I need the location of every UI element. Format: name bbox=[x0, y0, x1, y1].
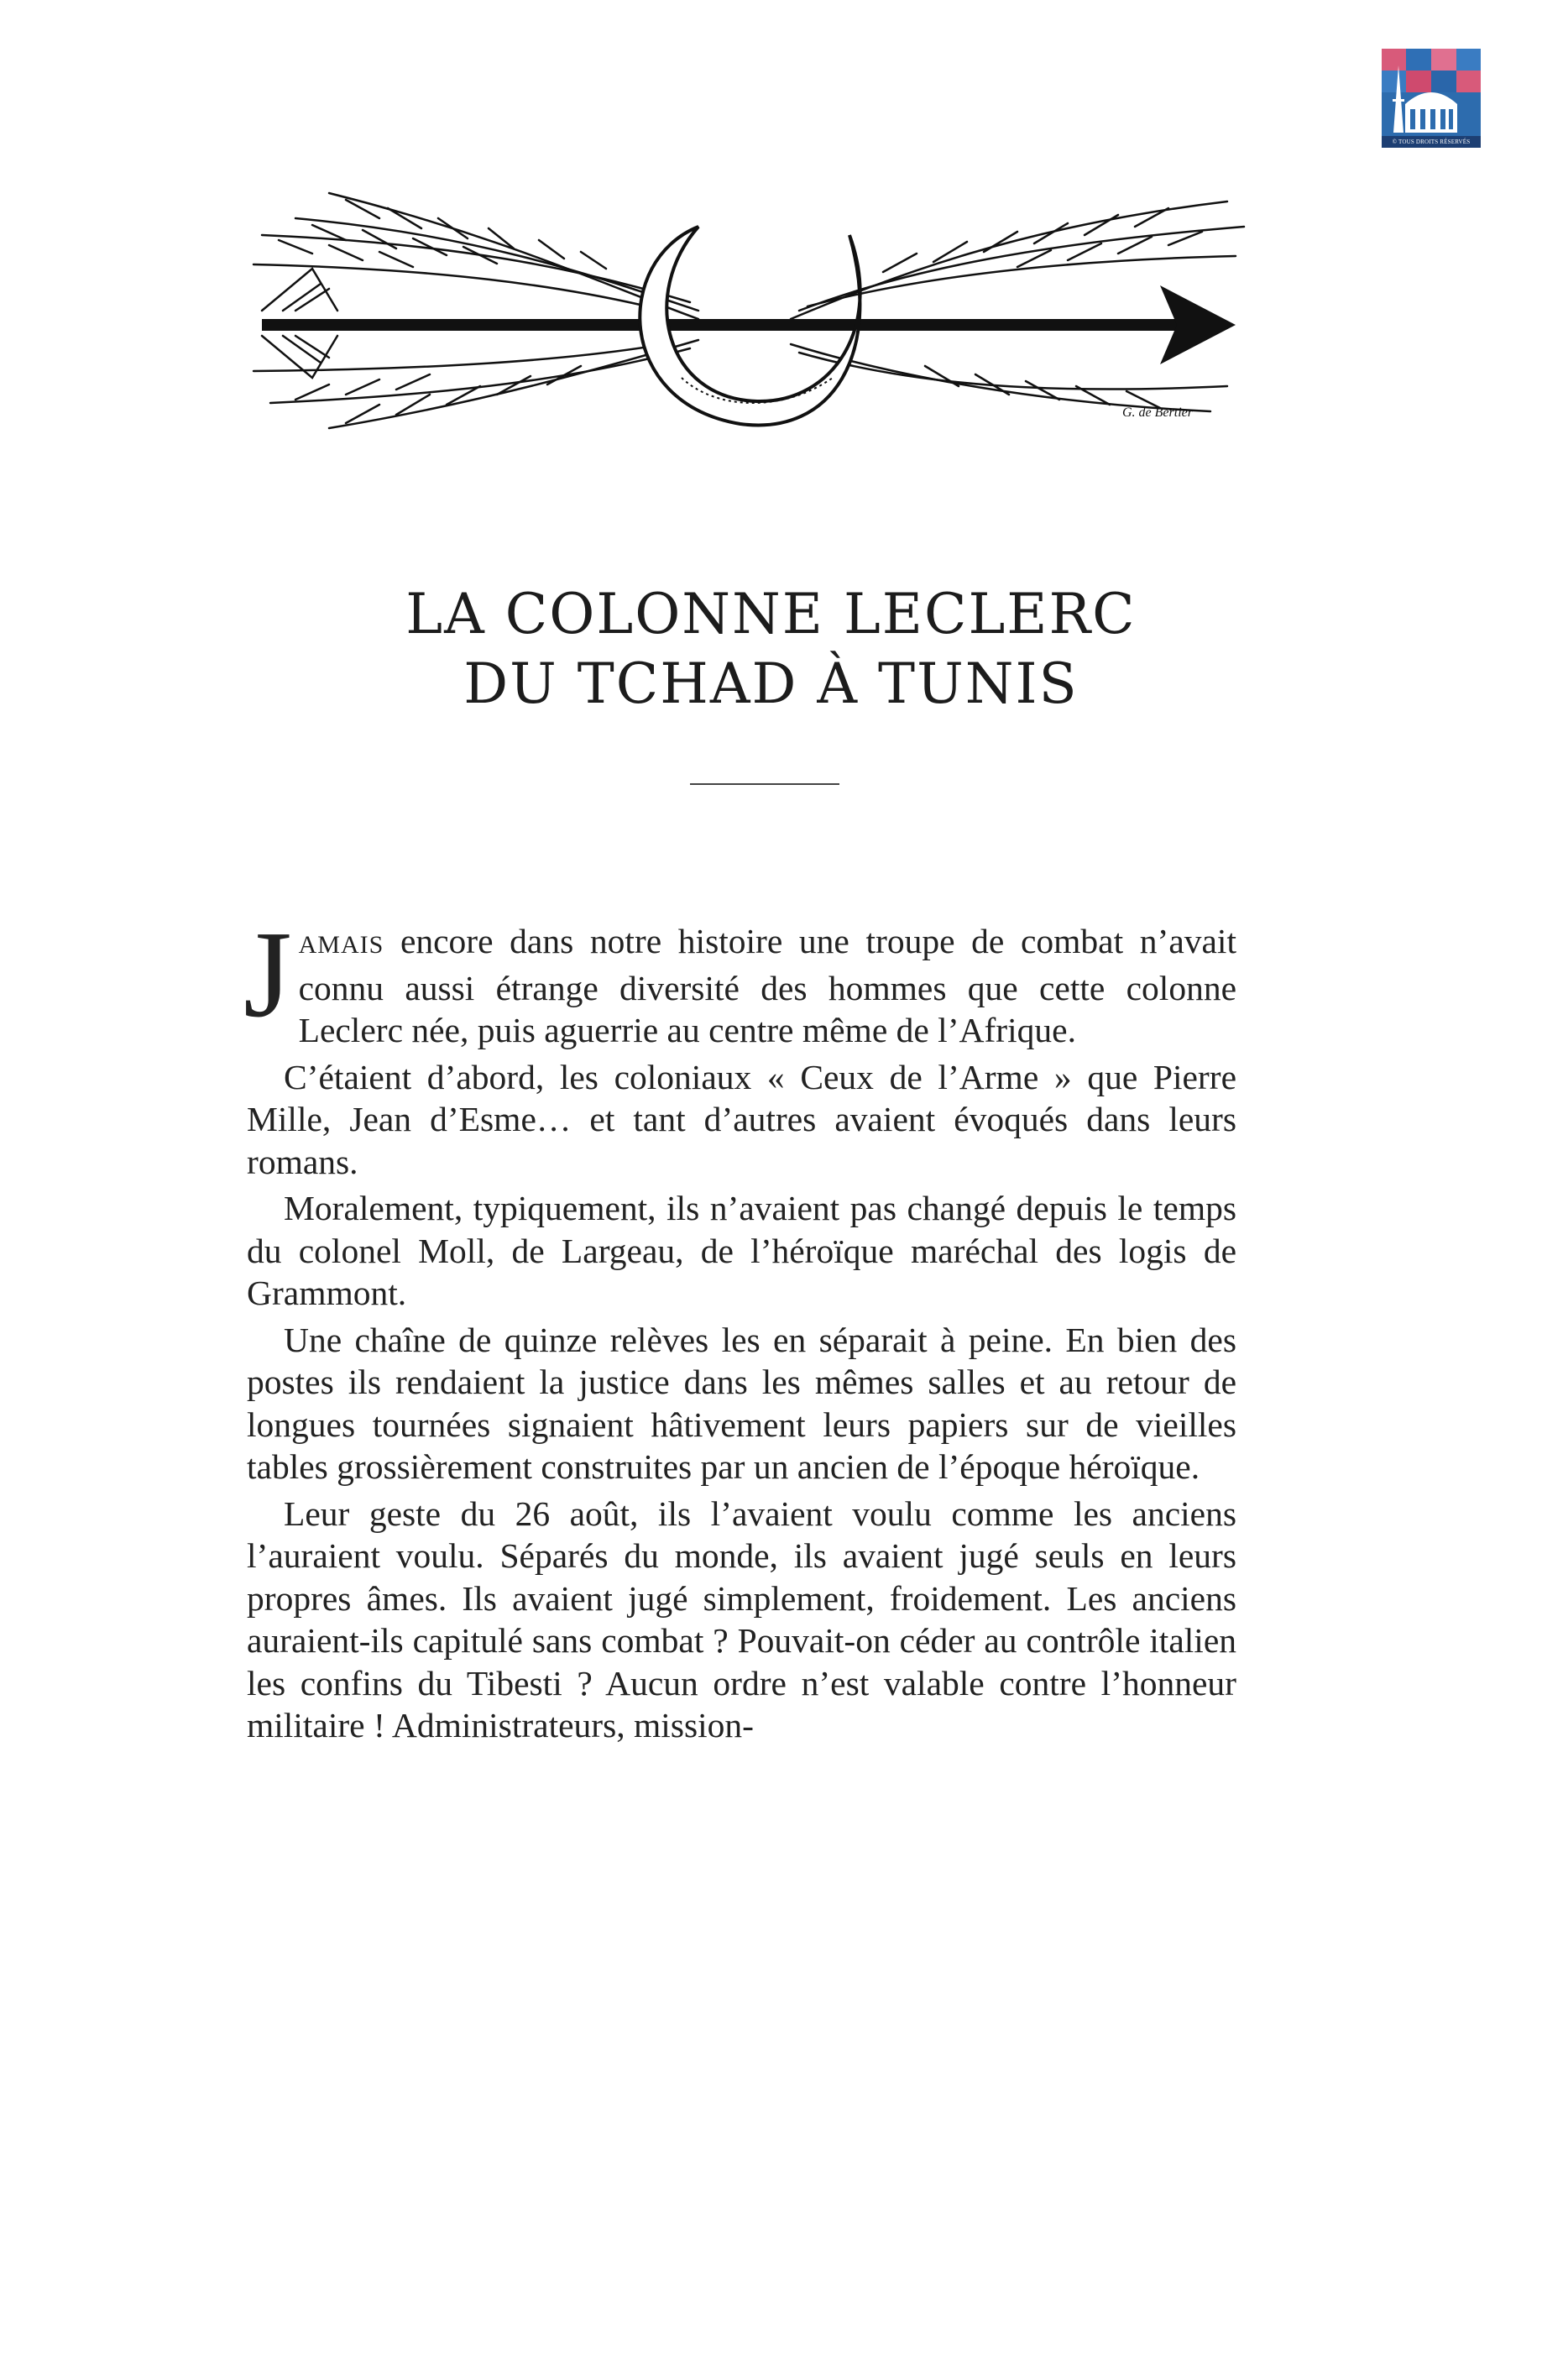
title-divider bbox=[690, 783, 839, 785]
paragraph-3: Moralement, typiquement, ils n’avaient pas changé depuis le temps du colonel Moll, de Largeau, de l’héroïque maréchal des logis de Grammont. bbox=[247, 1189, 1236, 1312]
arrow-crescent-vignette bbox=[245, 185, 1249, 437]
paragraph-5: Leur geste du 26 août, ils l’avaient voulu comme les anciens l’auraient voulu. Séparés du monde, ils avaient jugé seuls en leurs propres âmes. Ils avaient jugé simplement, froidement. Les anciens auraient-ils capitulé sans combat ? Pouvait-on céder au contrôle italien les confins du Tibesti ? Aucun ordre n’est valable contre l’honneur militaire ! Administrateurs, mission- bbox=[247, 1493, 1236, 1744]
chapter-title-line-2: DU TCHAD À TUNIS bbox=[463, 651, 1079, 716]
paragraph-1 bbox=[243, 906, 1236, 1052]
paragraph-1-text: encore dans notre histoire une troupe de combat n’avait connu aussi étrange diversité des hommes que cette colonne Leclerc née, puis aguerrie au centre même de l’Afrique. bbox=[298, 922, 1236, 1049]
chapter-title bbox=[252, 579, 1290, 719]
badge-caption: © TOUS DROITS RÉSERVÉS bbox=[1382, 136, 1481, 148]
publisher-badge bbox=[1382, 49, 1481, 148]
chapter-title-line-1: LA COLONNE LECLERC bbox=[405, 582, 1137, 646]
publisher-logo-icon bbox=[1382, 49, 1481, 136]
paragraph-4: Une chaîne de quinze relèves les en séparait à peine. En bien des postes ils rendaient la justice dans les mêmes salles et au retour de longues tournées signaient hâtivement leurs papiers sur de vieilles tables grossièrement construites par un ancien de l’époque héroïque. bbox=[247, 1320, 1236, 1486]
paragraph-2: C’étaient d’abord, les coloniaux « Ceux de l’Arme » que Pierre Mille, Jean d’Esme… et tant d’autres avaient évoqués dans leurs romans. bbox=[247, 1057, 1236, 1181]
drop-cap: J bbox=[243, 906, 292, 1044]
chapter-body bbox=[243, 906, 1236, 1751]
opening-small-caps: AMAIS bbox=[298, 931, 384, 959]
artist-signature: G. de Bertier bbox=[1122, 405, 1193, 420]
